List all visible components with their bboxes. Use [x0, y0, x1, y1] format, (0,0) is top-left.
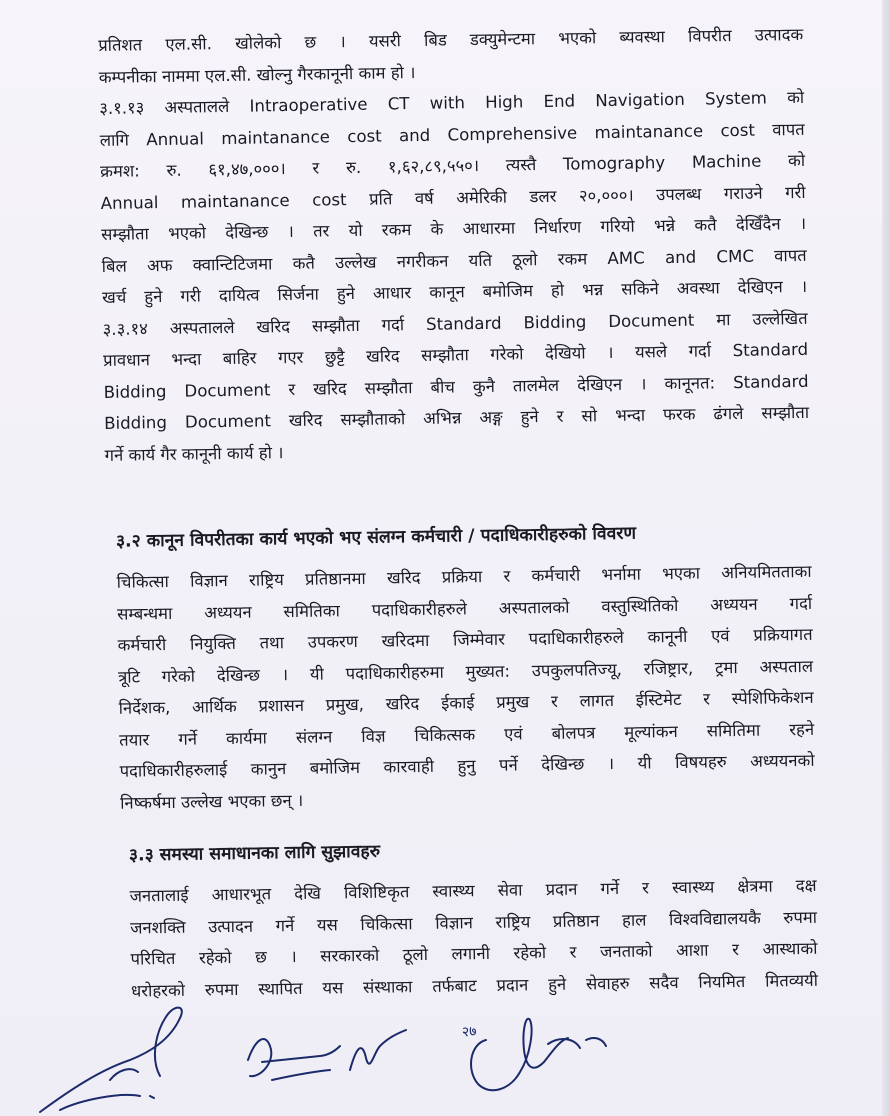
section-heading: ३.३ समस्या समाधानका लागि सुझावहरु [128, 841, 381, 866]
body-line: निर्देशक, आर्थिक प्रशासन प्रमुख, खरिद ईकाई प्रमुख र लागत ईस्टिमेट र स्पेशिफिकेशन [118, 687, 814, 718]
body-line: चिकित्सा विज्ञान राष्ट्रिय प्रतिष्ठानमा खरिद प्रक्रिया र कर्मचारी भर्नामा भएका अनियमितताका [116, 561, 812, 592]
signature-middle [248, 1030, 406, 1080]
body-line: निष्कर्षमा उल्लेख भएका छन् । [119, 790, 304, 813]
body-line: क्रमश: रु. ६१,४७,०००। र रु. १,६२,८९,५५०। त्यस्तै Tomography Machine को [100, 150, 806, 181]
body-line: कम्पनीका नाममा एल.सी. खोल्नु गैरकानूनी काम हो । [98, 62, 416, 87]
body-line: ३.३.१४ अस्पतालले खरिद सम्झौता गर्दा Standard Bidding Document मा उल्लेखित [102, 308, 808, 339]
body-line: प्रतिशत एल.सी. खोलेको छ । यसरी बिड डक्युमेन्टमा भएको ब्यवस्था विपरीत उत्पादक [98, 24, 804, 55]
signatures-area [0, 1000, 890, 1116]
body-line: प्रावधान भन्दा बाहिर गएर छुट्टै खरिद सम्झौता गरेको देखियो । यसले गर्दा Standard [103, 339, 809, 370]
body-line: बिल अफ क्वान्टिटिजमा कतै उल्लेख नगरीकन यति ठूलो रकम AMC and CMC वापत [101, 245, 807, 276]
section-heading: ३.२ कानून विपरीतका कार्य भएको भए संलग्न कर्मचारी / पदाधिकारीहरुको विवरण [115, 523, 637, 552]
body-line: लागि Annual maintanance cost and Comprehensive maintanance cost वापत [99, 119, 805, 150]
body-line: तयार गर्ने कार्यमा संलग्न विज्ञ चिकित्सक एवं बोलपत्र मूल्यांकन समितिमा रहने [119, 719, 815, 750]
document-body [98, 19, 818, 1007]
page-edge-shadow [882, 0, 890, 1116]
body-line: खर्च हुने गरी दायित्व सिर्जना हुने आधार कानून बमोजिम हो भन्न सकिने अवस्था देखिएन । [102, 276, 808, 307]
body-line: Bidding Document र खरिद सम्झौता बीच कुनै तालमेल देखिएन । कानूनत: Standard [103, 371, 809, 402]
body-line: सम्बन्धमा अध्ययन समितिका पदाधिकारीहरुले अस्पतालको वस्तुस्थितिको अध्ययन गर्दा [117, 593, 813, 624]
body-line: पदाधिकारीहरुलाई कानुन बमोजिम कारवाही हुनु पर्ने देखिन्छ । यी विषयहरु अध्ययनको [119, 750, 815, 781]
handwritten-page-number: २७ [461, 1023, 478, 1041]
section-continued-text [98, 19, 810, 471]
body-line: सम्झौता भएको देखिन्छ । तर यो रकम के आधारमा निर्धारण गरियो भन्ने कतै देखिँदैन । [101, 213, 807, 244]
body-line: त्रूटि गरेको देखिन्छ । यी पदाधिकारीहरुमा मुख्यत: उपकुलपतिज्यू, रजिष्ट्रार, ट्रमा अस्पताल [118, 656, 814, 687]
body-line: कर्मचारी नियुक्ति तथा उपकरण खरिदमा जिम्मेवार पदाधिकारीहरुले कानूनी एवं प्रक्रियागत [117, 624, 813, 655]
body-line: परिचित रहेको छ । सरकारको ठूलो लगानी रहेको र जनताको आशा र आस्थाको [130, 938, 818, 969]
body-line: Bidding Document खरिद सम्झौताको अभिन्न अङ्ग हुने र सो भन्दा फरक ढंगले सम्झौता [104, 402, 810, 433]
body-line: Annual maintanance cost प्रति वर्ष अमेरिकी डलर २०,०००। उपलब्ध गराउने गरी [100, 182, 806, 213]
body-line: गर्ने कार्य गैर कानूनी कार्य हो । [104, 442, 284, 465]
body-line: धरोहरको रुपमा स्थापित यस संस्थाका तर्फबाट प्रदान हुने सेवाहरु सदैव नियमित मितव्ययी [130, 970, 819, 1001]
section-paragraph [129, 870, 818, 1007]
body-line: ३.१.१३ अस्पतालले Intraoperative CT with High End Navigation System को [99, 87, 805, 118]
signature-right [471, 1019, 606, 1091]
signature-left [40, 1008, 182, 1112]
body-line: जनतालाई आधारभूत देखि विशिष्टिकृत स्वास्थ्य सेवा प्रदान गर्ने र स्वास्थ्य क्षेत्रमा दक्ष [129, 875, 817, 906]
section-paragraph [116, 556, 815, 819]
body-line: जनशक्ति उत्पादन गर्ने यस चिकित्सा विज्ञान राष्ट्रिय प्रतिष्ठान हाल विश्वविद्यालयकै रुपमा [129, 907, 818, 938]
